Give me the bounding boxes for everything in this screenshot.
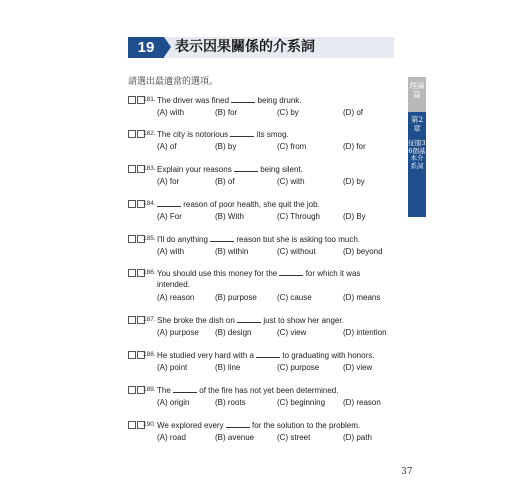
side-tab-theory[interactable]: 理論篇 bbox=[408, 77, 426, 115]
option-a[interactable]: (A) for bbox=[157, 177, 180, 186]
question-number: 187. bbox=[143, 316, 156, 323]
question-text: Explain your reasons being silent. bbox=[157, 165, 303, 174]
option-b[interactable]: (B) line bbox=[215, 363, 241, 372]
question-number: 189. bbox=[143, 386, 156, 393]
option-a[interactable]: (A) reason bbox=[157, 293, 195, 302]
option-b[interactable]: (B) of bbox=[215, 177, 235, 186]
option-b[interactable]: (B) within bbox=[215, 247, 249, 256]
option-c[interactable]: (C) street bbox=[277, 433, 311, 442]
answer-blank bbox=[230, 128, 254, 137]
answer-blank bbox=[157, 198, 181, 207]
question-text: The city is notorious its smog. bbox=[157, 130, 289, 139]
question-number: 181. bbox=[143, 96, 156, 103]
option-c[interactable]: (C) by bbox=[277, 108, 299, 117]
option-a[interactable]: (A) For bbox=[157, 212, 182, 221]
option-c[interactable]: (C) cause bbox=[277, 293, 312, 302]
option-d[interactable]: (D) means bbox=[343, 293, 381, 302]
side-tab-topic[interactable]: 征服36個基本介系詞 bbox=[408, 137, 426, 217]
option-c[interactable]: (C) with bbox=[277, 177, 305, 186]
question-text: She broke the dish on just to show her anger. bbox=[157, 316, 344, 325]
option-a[interactable]: (A) point bbox=[157, 363, 188, 372]
question-text: The driver was fined being drunk. bbox=[157, 96, 302, 105]
question-number: 182. bbox=[143, 130, 156, 137]
option-d[interactable]: (D) intention bbox=[343, 328, 387, 337]
option-c[interactable]: (C) view bbox=[277, 328, 307, 337]
instruction-text: 請選出最適當的選項。 bbox=[128, 77, 219, 87]
option-a[interactable]: (A) with bbox=[157, 247, 185, 256]
option-a[interactable]: (A) of bbox=[157, 142, 177, 151]
option-b[interactable]: (B) roots bbox=[215, 398, 246, 407]
option-a[interactable]: (A) origin bbox=[157, 398, 190, 407]
answer-blank bbox=[237, 314, 261, 323]
question-text: I'll do anything reason but she is asking too much. bbox=[157, 235, 360, 244]
option-c[interactable]: (C) purpose bbox=[277, 363, 320, 372]
question-text: He studied very hard with a to graduating with honors. bbox=[157, 351, 375, 360]
option-a[interactable]: (A) purpose bbox=[157, 328, 199, 337]
option-d[interactable]: (D) beyond bbox=[343, 247, 383, 256]
question-number: 185. bbox=[143, 235, 156, 242]
question-number: 184. bbox=[143, 200, 156, 207]
option-d[interactable]: (D) of bbox=[343, 108, 363, 117]
answer-blank bbox=[231, 94, 255, 103]
option-b[interactable]: (B) for bbox=[215, 108, 238, 117]
section-number-arrow bbox=[164, 37, 171, 57]
option-c[interactable]: (C) from bbox=[277, 142, 307, 151]
option-b[interactable]: (B) With bbox=[215, 212, 244, 221]
question-text: You should use this money for the for which it was bbox=[157, 269, 361, 278]
answer-blank bbox=[256, 349, 280, 358]
option-a[interactable]: (A) road bbox=[157, 433, 186, 442]
question-number: 190. bbox=[143, 421, 156, 428]
question-text: The of the fire has not yet been determined. bbox=[157, 386, 339, 395]
question-number: 183. bbox=[143, 165, 156, 172]
option-b[interactable]: (B) by bbox=[215, 142, 237, 151]
option-d[interactable]: (D) By bbox=[343, 212, 366, 221]
option-b[interactable]: (B) purpose bbox=[215, 293, 257, 302]
option-c[interactable]: (C) beginning bbox=[277, 398, 326, 407]
option-d[interactable]: (D) view bbox=[343, 363, 373, 372]
option-d[interactable]: (D) for bbox=[343, 142, 366, 151]
question-text-continued: intended. bbox=[157, 280, 190, 289]
section-number-badge: 19 bbox=[128, 37, 164, 58]
option-b[interactable]: (B) avenue bbox=[215, 433, 255, 442]
option-d[interactable]: (D) by bbox=[343, 177, 365, 186]
answer-blank bbox=[173, 384, 197, 393]
option-d[interactable]: (D) path bbox=[343, 433, 372, 442]
question-text: We explored every for the solution to the problem. bbox=[157, 421, 361, 430]
question-number: 186. bbox=[143, 269, 156, 276]
page-number: 37 bbox=[401, 467, 413, 477]
option-b[interactable]: (B) design bbox=[215, 328, 252, 337]
option-d[interactable]: (D) reason bbox=[343, 398, 381, 407]
answer-blank bbox=[210, 233, 234, 242]
option-c[interactable]: (C) without bbox=[277, 247, 316, 256]
question-text: reason of poor health, she quit the job. bbox=[157, 198, 320, 210]
answer-blank bbox=[234, 163, 258, 172]
side-tab-chapter[interactable]: 第2章 bbox=[408, 112, 426, 138]
question-number: 188. bbox=[143, 351, 156, 358]
answer-blank bbox=[279, 267, 303, 276]
answer-blank bbox=[226, 419, 250, 428]
section-title: 表示因果關係的介系詞 bbox=[175, 39, 315, 55]
option-a[interactable]: (A) with bbox=[157, 108, 185, 117]
option-c[interactable]: (C) Through bbox=[277, 212, 320, 221]
